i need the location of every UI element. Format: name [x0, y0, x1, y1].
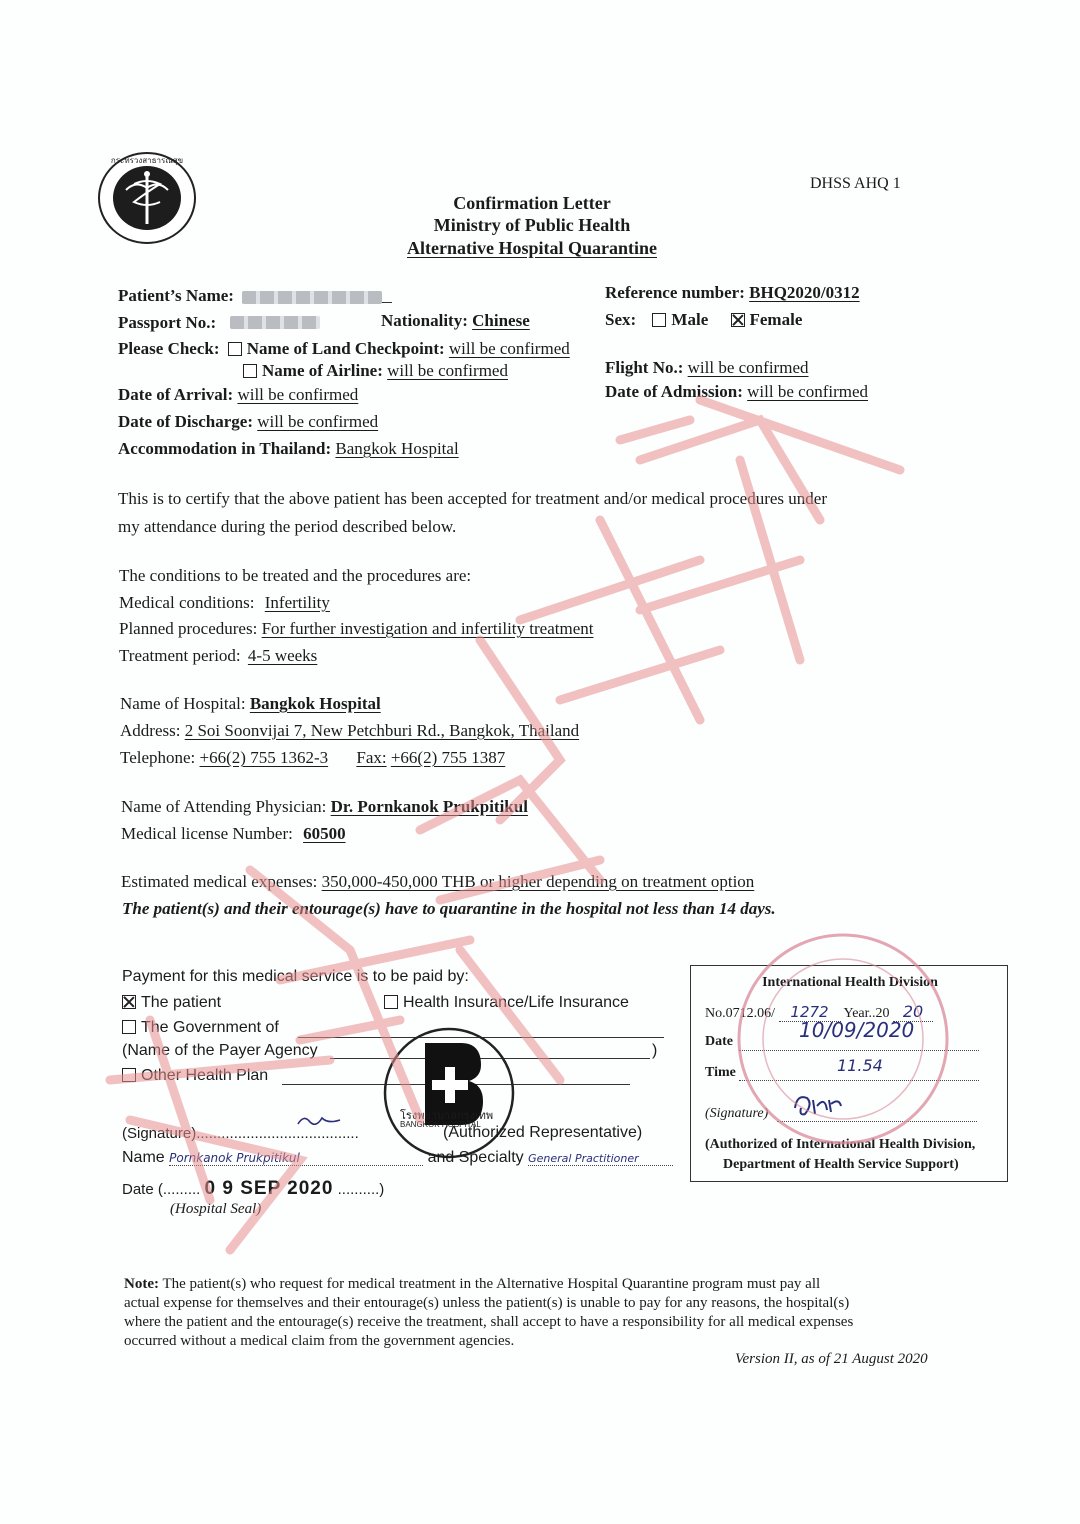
payment-government-label: The Government of: [141, 1019, 279, 1036]
telephone-row: [120, 748, 505, 768]
note-label: Note:: [124, 1276, 159, 1292]
hospital-seal-thai: โรงพยาบาลกรุงเทพ: [400, 1110, 494, 1122]
date-label: Date (.........: [122, 1181, 201, 1198]
address-label: Address:: [120, 721, 181, 740]
svg-text:กระทรวงสาธารณสุข: กระทรวงสาธารณสุข: [110, 156, 184, 165]
expenses-label: Estimated medical expenses:: [121, 872, 318, 891]
admission-label: Date of Admission:: [605, 382, 743, 401]
ihd-authorized-line-1: (Authorized of International Health Division,: [705, 1137, 976, 1152]
license-label: Medical license Number:: [121, 824, 293, 843]
expenses-value: 350,000-450,000 THB or higher depending on treatment option: [321, 872, 755, 891]
medical-conditions-label: Medical conditions:: [119, 593, 255, 612]
treatment-period-row: [119, 646, 317, 666]
physician-value: Dr. Pornkanok Prukpitikul: [330, 797, 528, 816]
signature-label: (Signature).......................................: [122, 1125, 359, 1142]
date-close: ..........): [337, 1181, 385, 1198]
admission-value: will be confirmed: [747, 382, 869, 401]
certify-line-1: This is to certify that the above patient has been accepted for treatment and/or medical procedures under: [118, 489, 827, 508]
hospital-seal-caption: (Hospital Seal): [170, 1201, 262, 1217]
admission-row: [605, 382, 868, 402]
airline-label: Name of Airline:: [262, 361, 383, 380]
payment-insurance-label: Health Insurance/Life Insurance: [403, 994, 629, 1011]
ministry-seal-logo: [96, 150, 198, 246]
arrival-value: will be confirmed: [237, 385, 359, 404]
planned-procedures-label: Planned procedures:: [119, 619, 258, 638]
medical-conditions-value: Infertility: [264, 593, 330, 612]
nationality-row: [381, 311, 530, 331]
planned-procedures-row: [119, 619, 593, 639]
ihd-title: International Health Division: [762, 975, 938, 990]
note-line-2: actual expense for themselves and their entourage(s) unless the patient(s) is unable to pay for any reasons, the hospital(s): [124, 1295, 850, 1311]
accommodation-value: Bangkok Hospital: [335, 439, 459, 458]
sex-female-checkbox[interactable]: [731, 313, 745, 327]
date-stamp: 0 9 SEP 2020: [204, 1178, 334, 1199]
flight-row: [605, 358, 809, 378]
conditions-intro: The conditions to be treated and the procedures are:: [119, 566, 472, 585]
title-line-2: Ministry of Public Health: [433, 215, 631, 235]
land-checkpoint-row: [118, 339, 570, 359]
medical-conditions-row: [119, 593, 330, 613]
nationality-label: Nationality:: [381, 311, 468, 330]
land-checkpoint-checkbox[interactable]: [228, 342, 242, 356]
payment-government-checkbox[interactable]: [122, 1020, 136, 1034]
patient-name-row: [118, 286, 392, 306]
land-checkpoint-value: will be confirmed: [448, 339, 570, 358]
hospital-seal-english: BANGKOK HOSPITAL: [400, 1120, 481, 1129]
specialty-label: and Specialty: [427, 1149, 524, 1166]
redacted-passport: [230, 316, 320, 329]
airline-checkbox[interactable]: [243, 364, 257, 378]
payment-other-label: Other Health Plan: [141, 1067, 269, 1084]
note-line-4: occurred without a medical claim from the government agencies.: [124, 1333, 515, 1349]
treatment-period-value: 4-5 weeks: [247, 646, 318, 665]
payment-patient-label: The patient: [141, 994, 222, 1011]
payer-agency-close: ): [652, 1042, 658, 1059]
ihd-date-value: 10/09/2020: [799, 1018, 915, 1042]
sex-label: Sex:: [605, 310, 637, 329]
license-row: [121, 824, 346, 844]
please-check-label: Please Check:: [118, 339, 220, 358]
hospital-row: [120, 694, 381, 714]
hospital-value: Bangkok Hospital: [249, 694, 381, 713]
title-line-3: Alternative Hospital Quarantine: [407, 238, 657, 258]
sex-male-checkbox[interactable]: [652, 313, 666, 327]
payment-patient-checkbox[interactable]: [122, 995, 136, 1009]
passport-label: Passport No.:: [118, 313, 217, 332]
reference-value: BHQ2020/0312: [749, 283, 860, 302]
physician-signature: [296, 1112, 342, 1130]
sex-row: [605, 310, 802, 330]
payment-intro: Payment for this medical service is to be paid by:: [122, 968, 469, 985]
fax-value: +66(2) 755 1387: [390, 748, 506, 767]
accommodation-label: Accommodation in Thailand:: [118, 439, 332, 458]
ihd-round-stamp: [732, 928, 954, 1150]
note-line-3: where the patient and the entourage(s) receive the treatment, shall accept to have a responsibility for all medical expenses: [124, 1314, 854, 1330]
flight-value: will be confirmed: [687, 358, 809, 377]
expenses-row: [121, 872, 754, 892]
arrival-label: Date of Arrival:: [118, 385, 234, 404]
telephone-label: Telephone:: [120, 748, 196, 767]
address-value: 2 Soi Soonvijai 7, New Petchburi Rd., Bangkok, Thailand: [184, 721, 580, 740]
sex-female-label: Female: [749, 310, 803, 329]
airline-value: will be confirmed: [387, 361, 508, 380]
license-value: 60500: [303, 824, 346, 843]
payment-patient-row: [122, 994, 221, 1012]
accommodation-row: [118, 439, 459, 459]
payment-insurance-checkbox[interactable]: [384, 995, 398, 1009]
flight-label: Flight No.:: [605, 358, 684, 377]
arrival-row: [118, 385, 358, 405]
name-handwritten: Pornkanok Prukpitikul: [169, 1151, 423, 1166]
payment-other-checkbox[interactable]: [122, 1068, 136, 1082]
specialty-handwritten: General Practitioner: [528, 1152, 673, 1166]
ihd-authorized-line-2: Department of Health Service Support): [723, 1157, 959, 1172]
title-line-1: Confirmation Letter: [453, 193, 611, 213]
note-text-1: The patient(s) who request for medical treatment in the Alternative Hospital Quarantine program must pay all: [162, 1276, 821, 1292]
physician-row: [121, 797, 528, 817]
quarantine-notice: The patient(s) and their entourage(s) have to quarantine in the hospital not less than 14 days.: [122, 899, 776, 918]
airline-row: [243, 361, 508, 381]
payment-insurance-row: [384, 994, 629, 1012]
ihd-year-value: 20: [893, 1002, 933, 1022]
sex-male-label: Male: [671, 310, 709, 329]
address-row: [120, 721, 579, 741]
note-line-1: [124, 1276, 820, 1293]
discharge-label: Date of Discharge:: [118, 412, 254, 431]
land-checkpoint-label: Name of Land Checkpoint:: [246, 339, 445, 358]
treatment-period-label: Treatment period:: [119, 646, 241, 665]
physician-label: Name of Attending Physician:: [121, 797, 327, 816]
ihd-signature-label: (Signature): [705, 1106, 769, 1121]
name-label: Name: [122, 1149, 165, 1166]
ihd-number-value: 1272: [779, 1003, 841, 1022]
passport-row: [118, 313, 320, 333]
nationality-value: Chinese: [472, 311, 530, 330]
reference-row: [605, 283, 860, 303]
date-row: [122, 1178, 384, 1200]
ihd-number-label: No.0712.06/: [705, 1006, 775, 1021]
reference-label: Reference number:: [605, 283, 745, 302]
discharge-row: [118, 412, 378, 432]
ihd-time-label: Time: [705, 1065, 736, 1080]
name-row: [122, 1149, 673, 1167]
payer-agency-label: (Name of the Payer Agency: [122, 1042, 318, 1059]
ihd-year-label: Year..20: [843, 1006, 890, 1021]
patient-name-label: Patient’s Name:: [118, 286, 234, 305]
planned-procedures-value: For further investigation and infertility treatment: [261, 619, 594, 638]
discharge-value: will be confirmed: [257, 412, 379, 431]
ihd-date-label: Date: [705, 1034, 733, 1049]
certify-line-2: my attendance during the period described below.: [118, 517, 457, 536]
hospital-label: Name of Hospital:: [120, 694, 246, 713]
authorized-representative: (Authorized Representative): [443, 1124, 643, 1141]
telephone-value: +66(2) 755 1362-3: [199, 748, 329, 767]
payment-government-row: [122, 1019, 279, 1037]
form-code: DHSS AHQ 1: [810, 175, 901, 192]
redacted-name: [242, 291, 382, 304]
version-text: Version II, as of 21 August 2020: [735, 1351, 928, 1367]
ihd-time-value: 11.54: [837, 1056, 883, 1075]
payment-other-row: [122, 1067, 268, 1085]
fax-label: Fax:: [356, 748, 387, 767]
